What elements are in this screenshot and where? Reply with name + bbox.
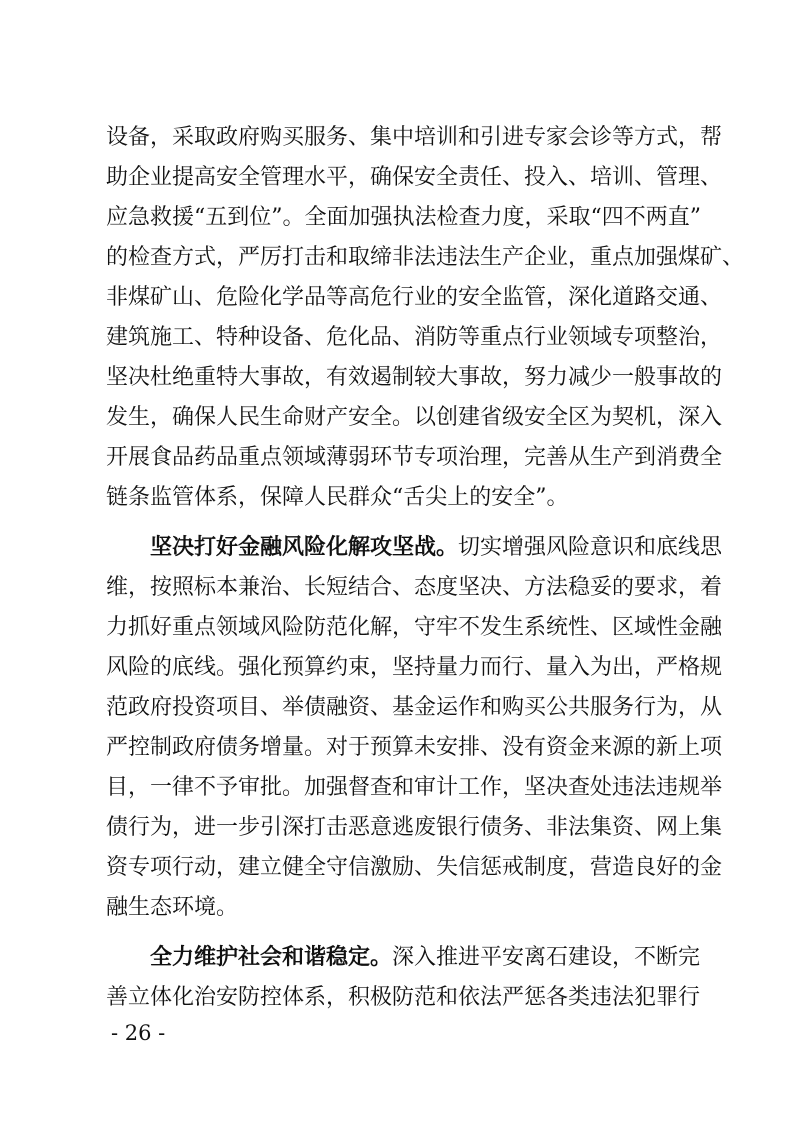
body-line: 债行为，进一步引深打击恶意逃废银行债务、非法集资、网上集 [106,815,723,840]
body-line: 资专项行动，建立健全守信激励、失信惩戒制度，营造良好的金 [106,855,723,880]
body-line: 力抓好重点领域风险防范化解，守牢不发生系统性、区域性金融 [106,615,723,640]
body-line: 严控制政府债务增量。对于预算未安排、没有资金来源的新上项 [106,735,723,760]
body-line: 建筑施工、特种设备、危化品、消防等重点行业领域专项整治， [106,325,723,350]
body-text: 切实增强风险意识和底线思 [458,535,723,560]
body-line: 的检查方式，严厉打击和取缔非法违法生产企业，重点加强煤矿、 [106,245,745,270]
paragraph-first-line [150,938,701,978]
body-line: 应急救援“五到位”。全面加强执法检查力度，采取“四不两直” [106,205,701,230]
body-line: 目，一律不予审批。加强督查和审计工作，坚决查处违法违规举 [106,775,723,800]
body-line: 维，按照标本兼治、长短结合、态度坚决、方法稳妥的要求，着 [106,575,723,600]
body-line: 坚决杜绝重特大事故，有效遏制较大事故，努力减少一般事故的 [106,365,723,390]
body-line: 融生态环境。 [106,895,239,920]
page-number: - 26 - [111,1021,166,1045]
body-line: 设备，采取政府购买服务、集中培训和引进专家会诊等方式，帮 [106,125,723,150]
body-text: 深入推进平安离石建设，不断完 [392,945,701,970]
body-line: 范政府投资项目、举债融资、基金运作和购买公共服务行为，从 [106,695,723,720]
body-line: 风险的底线。强化预算约束，坚持量力而行、量入为出，严格规 [106,655,723,680]
body-line: 非煤矿山、危险化学品等高危行业的安全监管，深化道路交通、 [106,285,723,310]
body-line: 发生，确保人民生命财产安全。以创建省级安全区为契机，深入 [106,405,723,430]
section-heading: 坚决打好金融风险化解攻坚战。 [150,535,459,560]
section-heading: 全力维护社会和谐稳定。 [150,945,393,970]
body-line: 链条监管体系，保障人民群众“舌尖上的安全”。 [106,485,569,510]
body-line: 助企业提高安全管理水平，确保安全责任、投入、培训、管理、 [106,165,723,190]
paragraph-first-line [150,528,723,568]
body-line: 善立体化治安防控体系，积极防范和依法严惩各类违法犯罪行 [106,985,701,1010]
body-line: 开展食品药品重点领域薄弱环节专项治理，完善从生产到消费全 [106,445,723,470]
